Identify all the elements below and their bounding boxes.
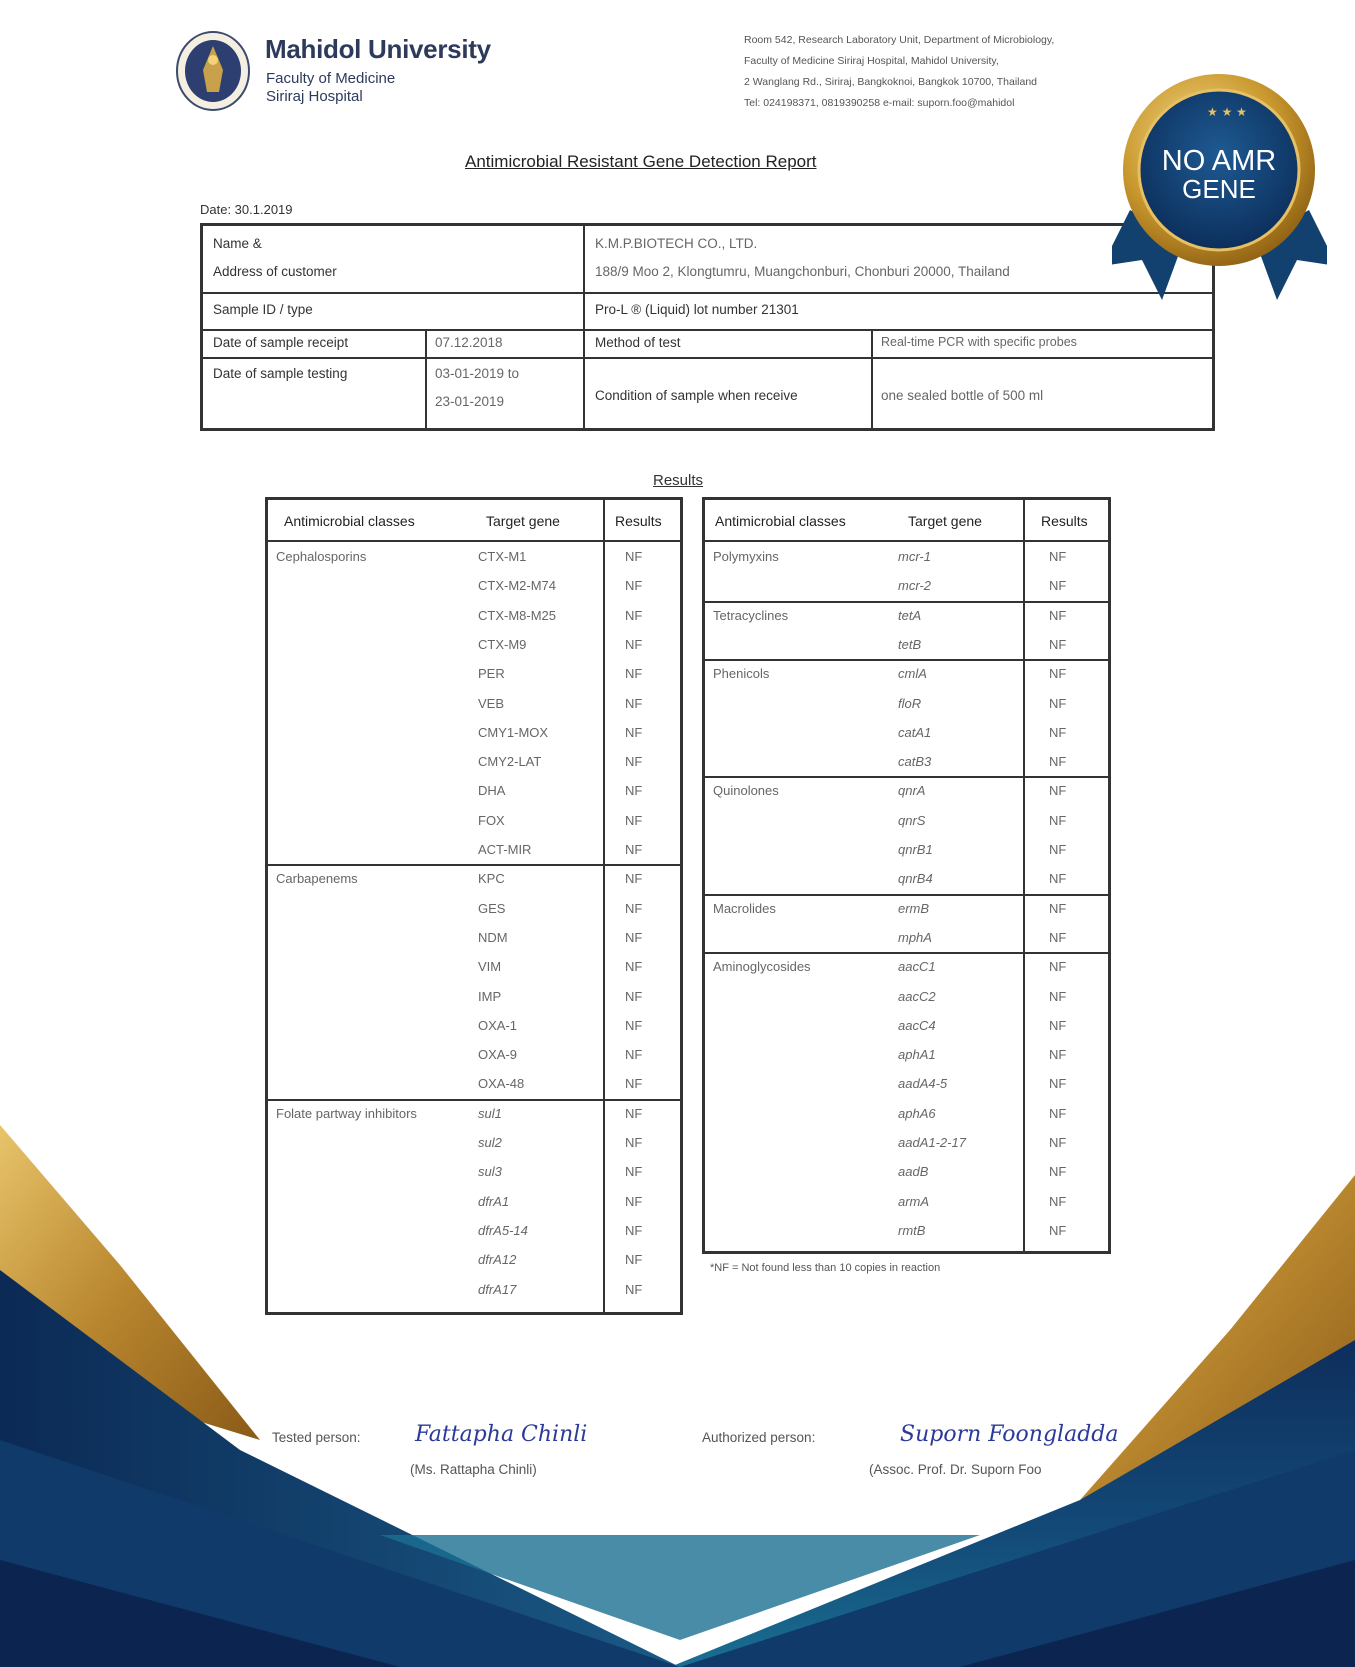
result-value: NF xyxy=(625,959,643,975)
target-gene: armA xyxy=(898,1193,930,1209)
result-value: NF xyxy=(625,1252,643,1268)
sample-label: Sample ID / type xyxy=(213,302,313,317)
target-gene: sul2 xyxy=(478,1135,502,1150)
table-row xyxy=(705,1129,1108,1159)
target-gene: dfrA5-14 xyxy=(478,1222,528,1238)
class-name: Phenicols xyxy=(713,666,770,682)
target-gene: IMP xyxy=(478,988,502,1004)
table-row xyxy=(268,983,680,1013)
address-label: Address of customer xyxy=(213,264,337,279)
testing-value-start: 03-01-2019 to xyxy=(435,366,520,381)
badge-line1: NO AMR xyxy=(1161,145,1277,177)
table-row xyxy=(268,1041,680,1071)
header-classes: Antimicrobial classes xyxy=(284,513,415,529)
target-gene: rmtB xyxy=(898,1222,926,1238)
method-value: Real-time PCR with specific probes xyxy=(881,335,1077,349)
target-gene: mphA xyxy=(898,929,932,945)
target-gene: CTX-M9 xyxy=(478,636,527,652)
class-name: Carbapenems xyxy=(276,871,358,887)
table-row xyxy=(705,983,1108,1013)
footnote: *NF = Not found less than 10 copies in reaction xyxy=(710,1262,941,1274)
result-value: NF xyxy=(625,666,643,682)
class-name: Tetracyclines xyxy=(713,607,789,623)
result-value: NF xyxy=(625,783,643,799)
target-gene: VIM xyxy=(478,959,502,975)
table-row xyxy=(268,719,680,749)
results-table-left xyxy=(265,497,683,1315)
table-row xyxy=(705,719,1108,749)
table-row xyxy=(705,1100,1108,1130)
result-value: NF xyxy=(1049,1076,1067,1092)
customer-info-table xyxy=(200,223,1215,431)
result-value: NF xyxy=(625,842,643,857)
target-gene: GES xyxy=(478,900,506,916)
target-gene: PER xyxy=(478,666,505,682)
target-gene: VEB xyxy=(478,695,505,711)
target-gene: mcr-2 xyxy=(898,578,931,594)
result-value: NF xyxy=(1049,1105,1067,1121)
table-row xyxy=(268,748,680,778)
header-gene: Target gene xyxy=(486,513,560,529)
table-row xyxy=(268,924,680,954)
result-value: NF xyxy=(625,1017,643,1033)
table-row xyxy=(705,1070,1108,1100)
address-line: Room 542, Research Laboratory Unit, Department of Microbiology, xyxy=(744,34,1055,46)
target-gene: qnrB4 xyxy=(898,871,933,887)
result-value: NF xyxy=(625,1193,643,1209)
target-gene: dfrA1 xyxy=(478,1193,510,1209)
class-name: Folate partway inhibitors xyxy=(276,1105,417,1121)
target-gene: sul3 xyxy=(478,1164,502,1180)
table-row xyxy=(705,660,1108,690)
testing-value-end: 23-01-2019 xyxy=(435,394,505,409)
result-value: NF xyxy=(1049,1017,1067,1033)
table-rule xyxy=(203,292,1212,294)
result-value: NF xyxy=(625,1047,643,1063)
hospital-line: Siriraj Hospital xyxy=(266,88,363,105)
table-row xyxy=(705,924,1108,954)
result-value: NF xyxy=(1049,988,1067,1004)
table-row xyxy=(268,572,680,602)
target-gene: ermB xyxy=(898,900,930,916)
header-classes: Antimicrobial classes xyxy=(715,513,846,529)
table-row xyxy=(268,602,680,632)
report-date: Date: 30.1.2019 xyxy=(200,202,293,217)
target-gene: aphA6 xyxy=(898,1105,936,1121)
result-value: NF xyxy=(1049,842,1067,857)
table-row xyxy=(705,572,1108,602)
table-row xyxy=(705,1217,1108,1247)
result-value: NF xyxy=(1049,666,1067,682)
document-page xyxy=(135,0,1220,1667)
result-value: NF xyxy=(1049,1164,1067,1180)
target-gene: aacC2 xyxy=(898,988,936,1004)
table-row xyxy=(268,1158,680,1188)
table-rule xyxy=(583,226,585,428)
table-row xyxy=(705,953,1108,983)
result-value: NF xyxy=(625,754,643,770)
result-value: NF xyxy=(625,900,643,916)
table-row xyxy=(268,1188,680,1218)
target-gene: KPC xyxy=(478,871,505,887)
result-value: NF xyxy=(625,695,643,711)
header-results: Results xyxy=(1041,513,1088,529)
table-row xyxy=(268,807,680,837)
results-title: Results xyxy=(653,472,704,489)
table-row xyxy=(705,865,1108,895)
customer-address: 188/9 Moo 2, Klongtumru, Muangchonburi, Chonburi 20000, Thailand xyxy=(595,264,1010,279)
table-row xyxy=(268,660,680,690)
table-row xyxy=(268,1129,680,1159)
receipt-label: Date of sample receipt xyxy=(213,335,349,350)
table-row xyxy=(705,602,1108,632)
target-gene: CMY2-LAT xyxy=(478,754,542,770)
result-value: NF xyxy=(1049,724,1067,740)
result-value: NF xyxy=(625,1222,643,1238)
target-gene: CTX-M2-M74 xyxy=(478,578,557,594)
result-value: NF xyxy=(1049,812,1067,828)
result-value: NF xyxy=(625,578,643,594)
result-value: NF xyxy=(1049,1222,1067,1238)
target-gene: tetA xyxy=(898,607,922,623)
result-value: NF xyxy=(1049,607,1067,623)
class-name: Cephalosporins xyxy=(276,549,367,564)
results-table-right xyxy=(702,497,1111,1254)
method-label: Method of test xyxy=(595,335,681,350)
result-value: NF xyxy=(625,929,643,945)
condition-label: Condition of sample when receive xyxy=(595,388,798,403)
result-value: NF xyxy=(1049,959,1067,975)
authorized-label: Authorized person: xyxy=(702,1430,816,1445)
target-gene: aadA4-5 xyxy=(898,1076,948,1092)
target-gene: NDM xyxy=(478,929,508,945)
result-value: NF xyxy=(625,1135,643,1150)
tested-name: (Ms. Rattapha Chinli) xyxy=(410,1462,537,1477)
customer-name: K.M.P.BIOTECH CO., LTD. xyxy=(595,236,758,251)
target-gene: qnrA xyxy=(898,783,926,799)
table-row xyxy=(705,748,1108,778)
result-value: NF xyxy=(1049,754,1067,770)
target-gene: OXA-1 xyxy=(478,1017,518,1033)
table-row xyxy=(268,777,680,807)
table-row xyxy=(705,807,1108,837)
target-gene: dfrA12 xyxy=(478,1252,517,1268)
target-gene: catA1 xyxy=(898,724,932,740)
table-row xyxy=(268,953,680,983)
table-row xyxy=(268,1100,680,1130)
name-label: Name & xyxy=(213,236,262,251)
target-gene: ACT-MIR xyxy=(478,842,532,857)
table-row xyxy=(268,690,680,720)
target-gene: DHA xyxy=(478,783,506,799)
table-row xyxy=(268,1070,680,1100)
table-row xyxy=(268,895,680,925)
svg-text:★ ★ ★: ★ ★ ★ xyxy=(1207,105,1247,119)
target-gene: FOX xyxy=(478,812,505,828)
university-logo xyxy=(175,30,575,110)
result-value: NF xyxy=(1049,1193,1067,1209)
table-row xyxy=(705,1012,1108,1042)
faculty-name xyxy=(266,70,395,106)
class-name: Aminoglycosides xyxy=(713,959,811,975)
result-value: NF xyxy=(1049,636,1067,652)
table-rule xyxy=(871,329,873,428)
receipt-value: 07.12.2018 xyxy=(435,335,503,350)
target-gene: qnrS xyxy=(898,812,926,828)
lab-address xyxy=(744,30,1164,114)
table-row xyxy=(705,1188,1108,1218)
table-rule xyxy=(203,357,1212,359)
result-value: NF xyxy=(625,549,643,564)
table-row xyxy=(268,1276,680,1306)
university-seal-icon xyxy=(175,30,251,112)
table-row xyxy=(705,631,1108,661)
result-value: NF xyxy=(625,724,643,740)
target-gene: tetB xyxy=(898,636,922,652)
table-row xyxy=(705,690,1108,720)
class-name: Macrolides xyxy=(713,900,776,916)
result-value: NF xyxy=(625,871,643,887)
table-row xyxy=(268,1217,680,1247)
result-value: NF xyxy=(1049,900,1067,916)
table-row xyxy=(705,1158,1108,1188)
table-row xyxy=(268,631,680,661)
target-gene: mcr-1 xyxy=(898,549,931,564)
sample-value: Pro-L ® (Liquid) lot number 21301 xyxy=(595,302,799,317)
address-line: Tel: 024198371, 0819390258 e-mail: suporn.foo@mahidol xyxy=(744,97,1015,109)
result-value: NF xyxy=(625,812,643,828)
result-value: NF xyxy=(1049,1047,1067,1063)
result-value: NF xyxy=(1049,783,1067,799)
table-row xyxy=(268,1246,680,1276)
table-row xyxy=(705,836,1108,866)
authorized-name: (Assoc. Prof. Dr. Suporn Foo xyxy=(869,1462,1042,1477)
table-row xyxy=(705,777,1108,807)
target-gene: aacC1 xyxy=(898,959,936,975)
result-value: NF xyxy=(1049,871,1067,887)
result-value: NF xyxy=(1049,578,1067,594)
target-gene: catB3 xyxy=(898,754,932,770)
address-line: Faculty of Medicine Siriraj Hospital, Mahidol University, xyxy=(744,55,999,67)
table-row xyxy=(268,865,680,895)
target-gene: aacC4 xyxy=(898,1017,936,1033)
tested-label: Tested person: xyxy=(272,1430,361,1445)
result-value: NF xyxy=(625,1105,643,1121)
badge-line2: GENE xyxy=(1182,174,1256,204)
table-row xyxy=(268,836,680,866)
target-gene: dfrA17 xyxy=(478,1281,517,1297)
table-row xyxy=(268,543,680,573)
result-value: NF xyxy=(625,1076,643,1092)
header-results: Results xyxy=(615,513,662,529)
report-title: Antimicrobial Resistant Gene Detection Report xyxy=(465,152,817,171)
target-gene: cmlA xyxy=(898,666,927,682)
result-value: NF xyxy=(1049,1135,1067,1150)
result-value: NF xyxy=(625,1164,643,1180)
result-value: NF xyxy=(1049,929,1067,945)
result-value: NF xyxy=(625,607,643,623)
table-rule xyxy=(203,329,1212,331)
result-value: NF xyxy=(625,1281,643,1297)
result-value: NF xyxy=(625,988,643,1004)
table-row xyxy=(268,1012,680,1042)
target-gene: CTX-M1 xyxy=(478,549,527,564)
university-name: Mahidol University xyxy=(265,34,491,64)
table-row xyxy=(705,1041,1108,1071)
target-gene: aadB xyxy=(898,1164,929,1180)
faculty-line: Faculty of Medicine xyxy=(266,70,396,87)
target-gene: aadA1-2-17 xyxy=(898,1135,966,1150)
class-name: Polymyxins xyxy=(713,549,779,564)
target-gene: OXA-9 xyxy=(478,1047,518,1063)
tested-signature: Fattapha Chinli xyxy=(415,1422,588,1447)
target-gene: CTX-M8-M25 xyxy=(478,607,557,623)
table-row xyxy=(705,543,1108,573)
condition-value: one sealed bottle of 500 ml xyxy=(881,388,1044,403)
table-rule xyxy=(425,329,427,428)
no-amr-gene-badge xyxy=(1112,70,1327,310)
address-line: 2 Wanglang Rd., Siriraj, Bangkoknoi, Bangkok 10700, Thailand xyxy=(744,76,1038,88)
target-gene: qnrB1 xyxy=(898,842,933,857)
target-gene: OXA-48 xyxy=(478,1076,525,1092)
header-rule xyxy=(705,540,1108,542)
header-gene: Target gene xyxy=(908,513,982,529)
header-rule xyxy=(268,540,680,542)
result-value: NF xyxy=(1049,549,1067,564)
authorized-signature: Suporn Foongladda xyxy=(900,1422,1119,1447)
target-gene: aphA1 xyxy=(898,1047,936,1063)
target-gene: CMY1-MOX xyxy=(478,724,549,740)
result-value: NF xyxy=(1049,695,1067,711)
result-value: NF xyxy=(625,636,643,652)
target-gene: floR xyxy=(898,695,922,711)
class-name: Quinolones xyxy=(713,783,779,799)
table-row xyxy=(705,895,1108,925)
testing-label: Date of sample testing xyxy=(213,366,348,381)
target-gene: sul1 xyxy=(478,1105,502,1121)
